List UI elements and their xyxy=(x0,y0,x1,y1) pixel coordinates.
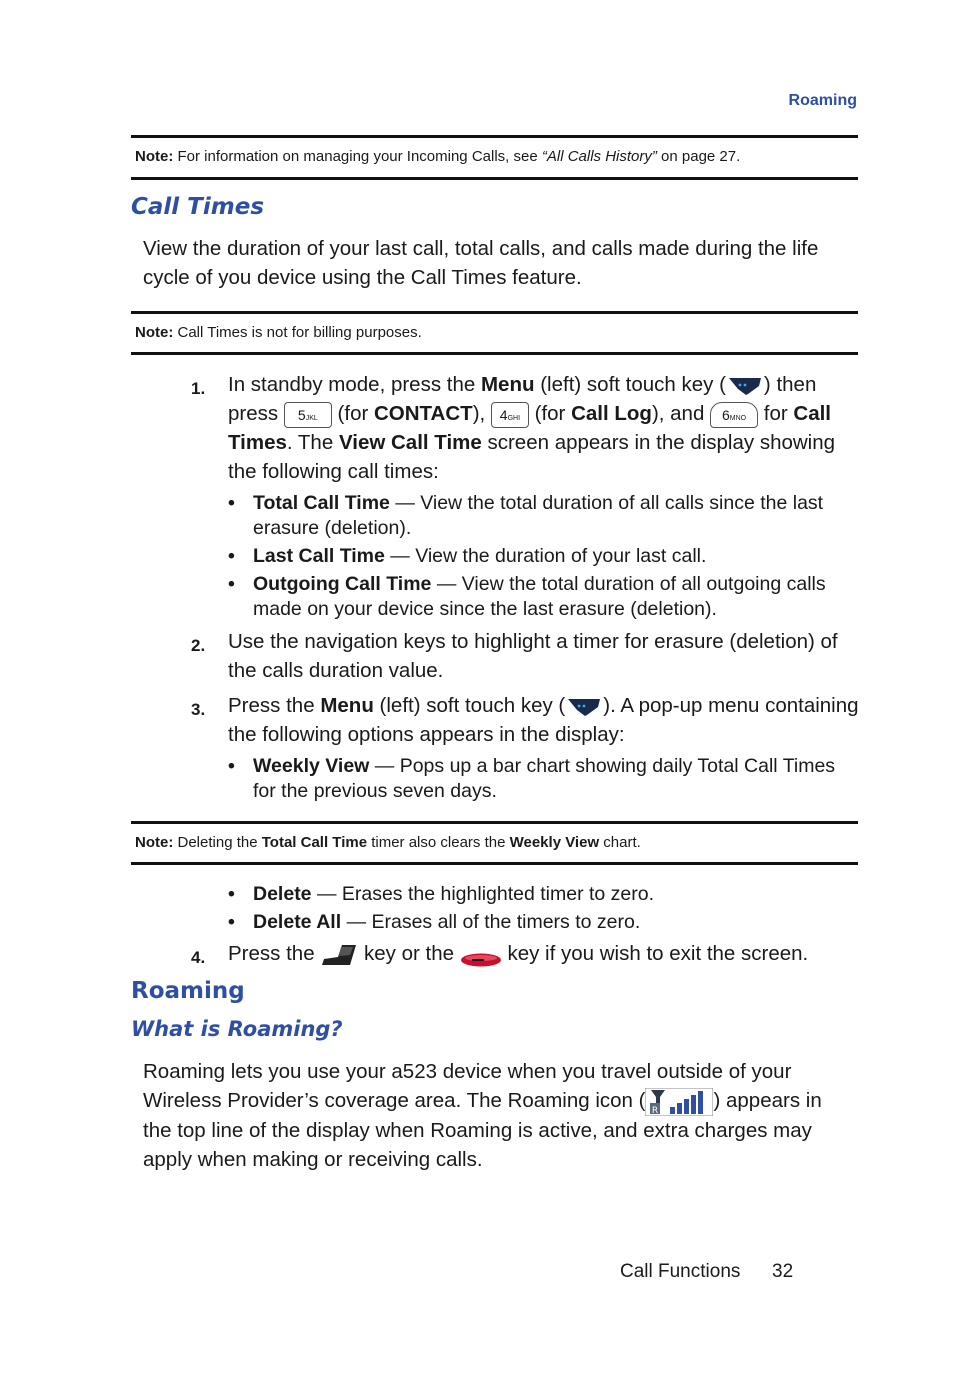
send-key-icon xyxy=(320,943,358,967)
key-5-icon: 5JKL xyxy=(284,402,332,428)
step-1: 1. In standby mode, press the Menu (left) soft touch key ( ) then press 5JKL (for CONTACT), 4GHI (for Call Log), and 6MNO for Call Times. The View Call Time screen appears in the display showing the following call times: xyxy=(191,373,836,483)
note-rule-bottom xyxy=(131,352,858,355)
note-incoming-calls: Note: For information on managing your Incoming Calls, see “All Calls History” on page 27. xyxy=(135,148,741,165)
bullet-icon: • xyxy=(228,911,235,933)
roaming-icon xyxy=(645,1088,713,1116)
section-title-call-times: Call Times xyxy=(131,194,265,220)
list-item: • Last Call Time — View the duration of your last call. xyxy=(228,545,707,567)
list-item: • Total Call Time — View the total duration of all calls since the last erasure (deletion). xyxy=(228,492,824,539)
step-number: 2. xyxy=(191,636,206,655)
note-rule-top xyxy=(131,311,858,314)
footer-section: Call Functions xyxy=(620,1261,741,1282)
bullet-icon: • xyxy=(228,573,235,595)
roaming-paragraph: Roaming lets you use your a523 device when you travel outside of your Wireless Provider’s coverage area. The Roaming icon ( R ) appears in the top line of the display when Roaming is active, and extra charges may apply when making or receiving calls. xyxy=(143,1060,822,1171)
note-rule-top xyxy=(131,135,858,138)
step-number: 4. xyxy=(191,948,206,967)
step-number: 3. xyxy=(191,700,206,719)
step-4: 4. Press the key or the key if you wish to exit the screen. xyxy=(191,939,861,968)
list-item: • Delete — Erases the highlighted timer to zero. xyxy=(228,883,655,905)
list-item: • Weekly View — Pops up a bar chart showing daily Total Call Times for the previous seven days. xyxy=(228,755,836,802)
bullet-icon: • xyxy=(228,883,235,905)
step-2: 2. Use the navigation keys to highlight a timer for erasure (deletion) of the calls duration value. xyxy=(191,630,838,682)
list-item: • Delete All — Erases all of the timers to zero. xyxy=(228,911,641,933)
key-4-icon: 4GHI xyxy=(491,402,529,428)
note-billing: Note: Call Times is not for billing purposes. xyxy=(135,324,422,341)
footer-page-number: 32 xyxy=(772,1261,794,1282)
list-item: • Outgoing Call Time — View the total duration of all outgoing calls made on your device since the last erasure (deletion). xyxy=(228,573,826,620)
bullet-icon: • xyxy=(228,492,235,514)
note-rule-bottom xyxy=(131,177,858,180)
menu-softkey-icon xyxy=(726,375,764,397)
key-6-icon: 6MNO xyxy=(710,402,758,428)
end-key-icon xyxy=(460,947,502,963)
note-rule-bottom xyxy=(131,862,858,865)
note-weekly-view: Note: Deleting the Total Call Time timer also clears the Weekly View chart. xyxy=(135,834,641,851)
bullet-icon: • xyxy=(228,755,235,777)
running-head: Roaming xyxy=(788,92,857,109)
svg-text:R: R xyxy=(652,1105,659,1116)
step-3: 3. Press the Menu (left) soft touch key ( ). A pop-up menu containing the following options appears in the display: xyxy=(191,694,859,746)
menu-softkey-icon xyxy=(565,696,603,718)
call-times-intro: View the duration of your last call, total calls, and calls made during the life cycle of you device using the Call Times feature. xyxy=(143,237,819,289)
section-title-roaming: Roaming xyxy=(131,978,245,1004)
note-rule-top xyxy=(131,821,858,824)
step-number: 1. xyxy=(191,379,206,398)
subsection-title-what-is-roaming: What is Roaming? xyxy=(131,1017,343,1041)
bullet-icon: • xyxy=(228,545,235,567)
